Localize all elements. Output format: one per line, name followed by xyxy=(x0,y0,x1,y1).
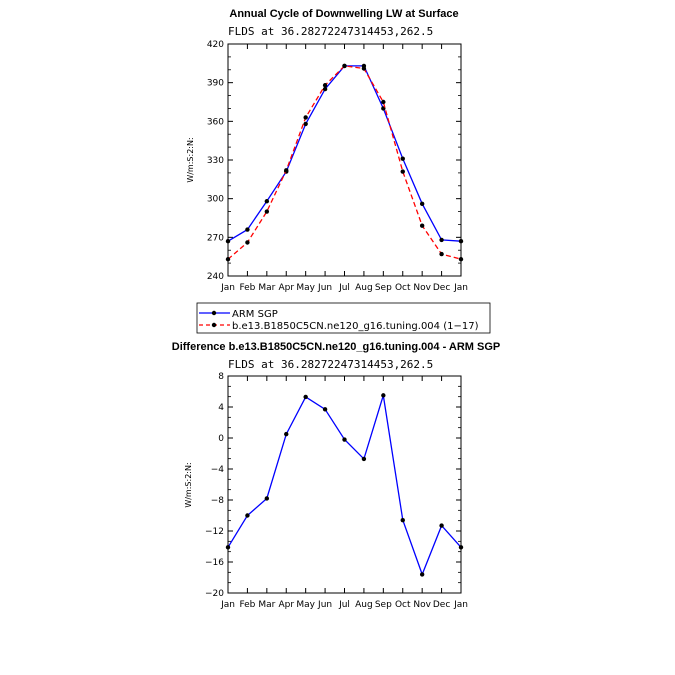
chart1-xtick-label: May xyxy=(296,283,315,293)
chart2-xtick-label: Oct xyxy=(394,600,411,610)
chart2-xtick-label: Dec xyxy=(432,600,451,610)
chart1-series-1-point xyxy=(226,257,230,261)
chart1-series-0-point xyxy=(226,239,230,243)
chart1-series-0-point xyxy=(439,238,443,242)
chart2-ytick-label: −12 xyxy=(205,527,224,537)
chart1-series-1-point xyxy=(459,257,463,261)
chart1-ytick-label: 420 xyxy=(206,40,224,50)
chart2-xtick-label: Sep xyxy=(374,600,392,610)
chart1-series-1-point xyxy=(245,240,249,244)
chart1-series-0-point xyxy=(323,87,327,91)
chart2-xtick-label: Jul xyxy=(339,600,350,610)
chart2-xtick-label: Nov xyxy=(413,600,431,610)
chart2-series-0-point xyxy=(226,545,230,549)
chart1-ytick-label: 240 xyxy=(206,272,224,282)
legend-label-arm-sgp: ARM SGP xyxy=(232,309,278,320)
legend-marker-arm-sgp xyxy=(212,311,216,315)
chart2-subtitle: FLDS at 36.28272247314453,262.5 xyxy=(228,358,434,371)
chart1-series-1-point xyxy=(323,83,327,87)
chart2-ytick-label: 8 xyxy=(218,372,224,382)
chart1-series-1-point xyxy=(284,168,288,172)
chart2-ytick-label: 4 xyxy=(218,403,224,413)
chart1-xtick-label: Apr xyxy=(278,283,295,293)
chart2-ytick-label: −4 xyxy=(210,465,224,475)
chart1-ytick-label: 270 xyxy=(206,233,224,244)
chart2-xtick-label: Mar xyxy=(258,600,276,610)
chart2-series-0-point xyxy=(420,572,424,576)
chart2-title: Difference b.e13.B1850C5CN.ne120_g16.tuning.004 - ARM SGP xyxy=(171,341,501,353)
chart2-series-0-point xyxy=(342,437,346,441)
chart1-series-1-point xyxy=(420,224,424,228)
chart2-xtick-label: Apr xyxy=(278,600,295,610)
chart1-series-1-point xyxy=(342,64,346,68)
chart2-series-0-point xyxy=(439,523,443,527)
chart2-ytick-label: −20 xyxy=(205,589,224,599)
chart2-series-0-point xyxy=(362,457,366,461)
chart2-ylabel: W/m:S:2:N: xyxy=(184,462,193,508)
chart2-series-0-point xyxy=(284,432,288,436)
chart1-series-1-point xyxy=(401,169,405,173)
chart1-xtick-label: Feb xyxy=(239,283,256,293)
chart1-series-1-point xyxy=(362,66,366,70)
chart1-series-0-point xyxy=(303,122,307,126)
chart1-xtick-label: Mar xyxy=(258,283,276,293)
chart1-series-0-point xyxy=(420,202,424,206)
chart1-subtitle: FLDS at 36.28272247314453,262.5 xyxy=(228,25,434,38)
chart1-xtick-label: Jul xyxy=(339,283,350,293)
chart1-series-0-point xyxy=(401,157,405,161)
chart2-xtick-label: Aug xyxy=(355,600,373,610)
chart1-xtick-label: Dec xyxy=(432,283,451,293)
chart2-series-0-point xyxy=(245,513,249,517)
chart1-title: Annual Cycle of Downwelling LW at Surface xyxy=(229,8,459,20)
legend-marker-model xyxy=(212,323,216,327)
chart2-ytick-label: 0 xyxy=(218,434,224,444)
chart2-series-0-point xyxy=(381,393,385,397)
chart2-ytick-label: −16 xyxy=(205,558,224,568)
chart1-xtick-label: Sep xyxy=(374,283,392,293)
chart2-ytick-label: −8 xyxy=(210,496,224,506)
chart2-xtick-label: Jan xyxy=(221,600,235,610)
chart1-ytick-label: 300 xyxy=(206,194,224,205)
chart1-series-1-point xyxy=(439,252,443,256)
chart1-series-1-point xyxy=(381,100,385,104)
chart2-xtick-label: Jun xyxy=(318,600,333,610)
chart1-series-0-point xyxy=(459,239,463,243)
chart2-xtick-label: May xyxy=(296,600,315,610)
chart2-series-0-point xyxy=(323,407,327,411)
chart2-series-0-point xyxy=(459,545,463,549)
chart1-series-1-point xyxy=(303,115,307,119)
chart1-ytick-label: 360 xyxy=(206,117,224,128)
chart1-xtick-label: Aug xyxy=(355,283,373,293)
chart2-series-0-point xyxy=(303,395,307,399)
chart1-ylabel: W/m:S:2:N: xyxy=(186,137,195,183)
chart1-ytick-label: 330 xyxy=(206,156,224,166)
chart2-series-0-point xyxy=(401,518,405,522)
chart1-xtick-label: Oct xyxy=(394,283,411,293)
chart2-xtick-label: Jan xyxy=(454,600,468,610)
chart1-series-0-point xyxy=(245,227,249,231)
chart1-xtick-label: Nov xyxy=(413,283,431,293)
chart2-series-0-point xyxy=(265,496,269,500)
chart1-xtick-label: Jun xyxy=(318,283,333,293)
chart1-xtick-label: Jan xyxy=(221,283,235,293)
chart1-ytick-label: 390 xyxy=(206,78,224,89)
chart1-series-1-point xyxy=(265,209,269,213)
chart1-series-0-point xyxy=(265,199,269,203)
chart1-xtick-label: Jan xyxy=(454,283,468,293)
legend-label-model: b.e13.B1850C5CN.ne120_g16.tuning.004 (1−17) xyxy=(232,321,479,332)
chart2-xtick-label: Feb xyxy=(239,600,256,610)
